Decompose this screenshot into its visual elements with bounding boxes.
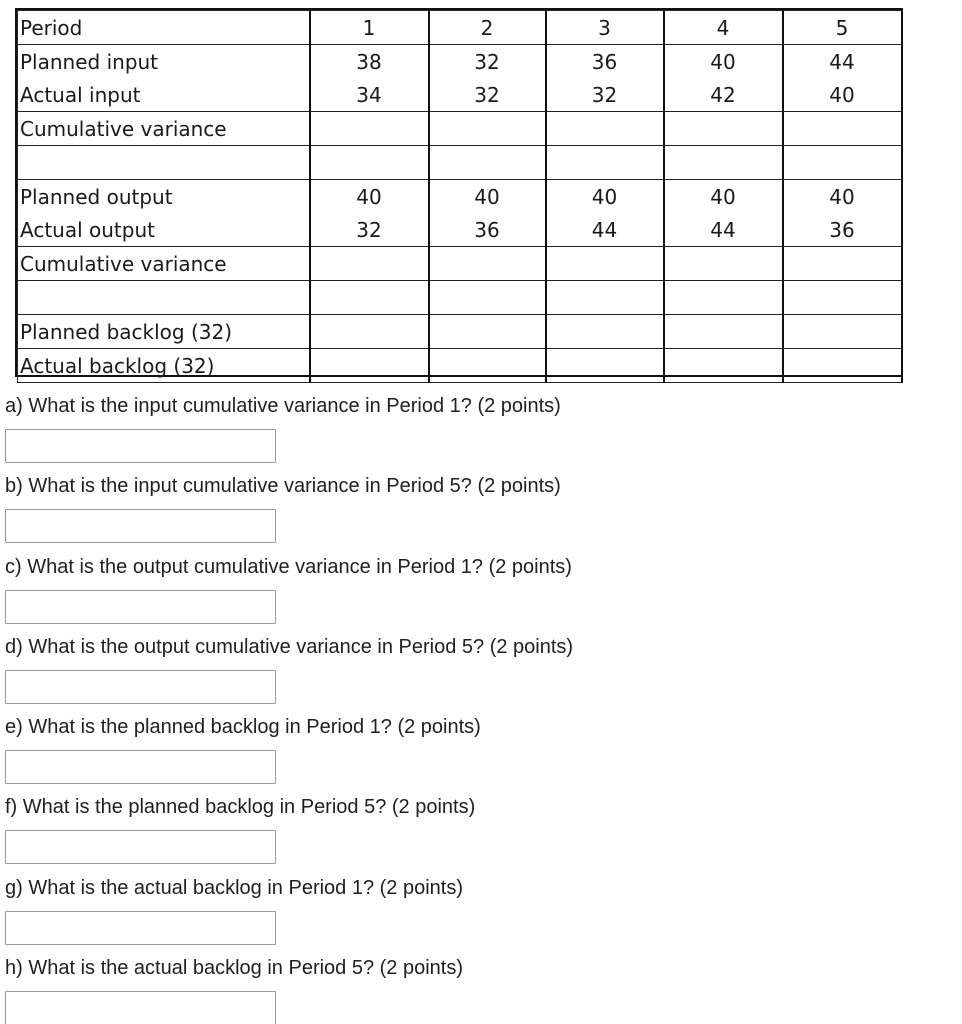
question-h <box>5 954 705 1024</box>
period-cell: 1 <box>310 11 429 45</box>
data-table <box>17 10 903 383</box>
empty-cell <box>664 281 783 315</box>
empty-cell <box>310 281 429 315</box>
value-cell <box>546 112 664 146</box>
value-cell: 40 <box>783 180 902 214</box>
row-label: Cumulative variance <box>18 247 310 281</box>
planned-output-row <box>18 180 902 214</box>
value-cell <box>546 349 664 383</box>
row-label: Actual output <box>18 213 310 247</box>
value-cell <box>783 247 902 281</box>
value-cell <box>429 112 546 146</box>
value-cell <box>664 247 783 281</box>
empty-cell <box>429 146 546 180</box>
period-label: Period <box>18 11 310 45</box>
empty-cell <box>18 146 310 180</box>
actual-backlog-row <box>18 349 902 383</box>
row-label: Planned backlog (32) <box>18 315 310 349</box>
value-cell <box>783 315 902 349</box>
value-cell: 34 <box>310 78 429 112</box>
value-cell <box>429 315 546 349</box>
period-row <box>18 11 902 45</box>
value-cell: 32 <box>546 78 664 112</box>
answer-input-a[interactable] <box>5 429 276 463</box>
answer-input-g[interactable] <box>5 911 276 945</box>
value-cell: 32 <box>429 45 546 79</box>
value-cell <box>429 349 546 383</box>
period-cell: 4 <box>664 11 783 45</box>
question-a <box>5 392 705 472</box>
row-label: Cumulative variance <box>18 112 310 146</box>
value-cell: 44 <box>546 213 664 247</box>
question-text: g) What is the actual backlog in Period 1? (2 points) <box>5 876 464 899</box>
question-list <box>5 392 705 1024</box>
value-cell: 42 <box>664 78 783 112</box>
value-cell <box>664 112 783 146</box>
spacer-row <box>18 146 902 180</box>
value-cell <box>310 247 429 281</box>
question-b <box>5 472 705 552</box>
value-cell: 40 <box>310 180 429 214</box>
value-cell: 32 <box>310 213 429 247</box>
value-cell <box>429 247 546 281</box>
value-cell <box>310 349 429 383</box>
input-output-control-table <box>15 8 903 377</box>
row-label: Planned input <box>18 45 310 79</box>
question-text: h) What is the actual backlog in Period 5? (2 points) <box>5 957 464 980</box>
answer-input-e[interactable] <box>5 750 276 784</box>
period-cell: 2 <box>429 11 546 45</box>
actual-input-row <box>18 78 902 112</box>
answer-input-b[interactable] <box>5 509 276 543</box>
value-cell <box>310 112 429 146</box>
value-cell: 40 <box>664 180 783 214</box>
empty-cell <box>546 281 664 315</box>
planned-input-row <box>18 45 902 79</box>
value-cell: 36 <box>429 213 546 247</box>
input-cumulative-variance-row <box>18 112 902 146</box>
value-cell <box>310 315 429 349</box>
answer-input-d[interactable] <box>5 670 276 704</box>
answer-input-c[interactable] <box>5 590 276 624</box>
actual-output-row <box>18 213 902 247</box>
question-text: c) What is the output cumulative variance in Period 1? (2 points) <box>5 555 572 578</box>
value-cell: 36 <box>546 45 664 79</box>
row-label: Actual backlog (32) <box>18 349 310 383</box>
value-cell <box>783 349 902 383</box>
value-cell <box>546 315 664 349</box>
question-text: d) What is the output cumulative variance in Period 5? (2 points) <box>5 635 574 658</box>
question-text: e) What is the planned backlog in Period 1? (2 points) <box>5 716 481 739</box>
value-cell <box>664 315 783 349</box>
row-label: Actual input <box>18 78 310 112</box>
empty-cell <box>664 146 783 180</box>
period-cell: 3 <box>546 11 664 45</box>
row-label: Planned output <box>18 180 310 214</box>
question-text: b) What is the input cumulative variance in Period 5? (2 points) <box>5 475 561 498</box>
question-f <box>5 793 705 873</box>
empty-cell <box>18 281 310 315</box>
value-cell <box>783 112 902 146</box>
question-d <box>5 633 705 713</box>
value-cell <box>546 247 664 281</box>
planned-backlog-row <box>18 315 902 349</box>
spacer-row <box>18 281 902 315</box>
empty-cell <box>546 146 664 180</box>
value-cell <box>664 349 783 383</box>
question-e <box>5 713 705 793</box>
value-cell: 40 <box>546 180 664 214</box>
value-cell: 32 <box>429 78 546 112</box>
question-text: f) What is the planned backlog in Period 5? (2 points) <box>5 796 476 819</box>
answer-input-h[interactable] <box>5 991 276 1024</box>
output-cumulative-variance-row <box>18 247 902 281</box>
value-cell: 44 <box>783 45 902 79</box>
question-text: a) What is the input cumulative variance in Period 1? (2 points) <box>5 395 561 417</box>
value-cell: 40 <box>664 45 783 79</box>
value-cell: 44 <box>664 213 783 247</box>
value-cell: 40 <box>429 180 546 214</box>
empty-cell <box>783 146 902 180</box>
empty-cell <box>310 146 429 180</box>
question-c <box>5 553 705 633</box>
empty-cell <box>783 281 902 315</box>
value-cell: 40 <box>783 78 902 112</box>
value-cell: 36 <box>783 213 902 247</box>
question-g <box>5 874 705 954</box>
answer-input-f[interactable] <box>5 830 276 864</box>
value-cell: 38 <box>310 45 429 79</box>
empty-cell <box>429 281 546 315</box>
period-cell: 5 <box>783 11 902 45</box>
